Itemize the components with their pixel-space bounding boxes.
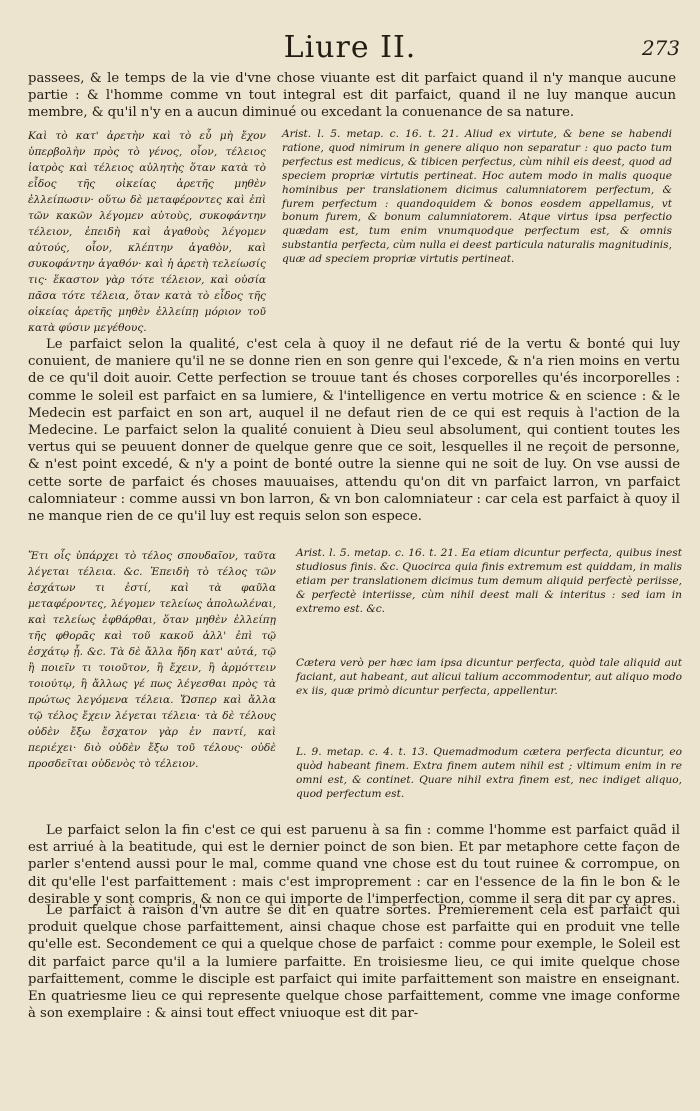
page-header — [0, 30, 700, 70]
paragraph-quality-perfection: Le parfaict selon la qualité, c'est cela à quoy il ne defaut rié de la vertu & bonté qui luy conuient, de maniere qu'il ne se donne rien en son genre qui l'excede, & n'a rien moins en vertu de ce qu'il doit auoir. Cette perfection se trouue tant és choses corporelles qu'és incorporelles : comme le soleil est parfaict en sa lumiere, & l'intelligence en vertu motrice & en science : & le Medecin est parfaict en son art, auquel il ne defaut rien de ce qui est requis à l'action de la Medecine. Le parfaict selon la qualité conuient à Dieu seul absolument, qui contient toutes les vertus qui se peuuent donner de quelque genre que ce soit, lesquelles il ne reçoit de personne, & n'est point excedé, & n'y a point de bonté outre la sienne qui ne soit de luy. On vse aussi de cette sorte de parfaict és choses mauuaises, attendu qu'on dit vn parfaict larron, vn parfaict calomniateur : comme aussi vn bon larron, & vn bon calomniateur : car cela est parfaict à quoy il ne manque rien de ce qu'il luy est requis selon son espece. — [28, 337, 680, 525]
greek-quotation-end: Ἔτι οἷς ὑπάρχει τὸ τέλος σπουδαῖον, ταῦτα λέγεται τέλεια. &c. Ἐπειδὴ τὸ τέλος τῶν ἐσχάτων τι ἐστί, καὶ τὰ φαῦλα μεταφέροντες, λέγομεν τελείως ἀπολωλέναι, καὶ τελείως ἐφθάρθαι, ὅταν μηθὲν ἐλλείπῃ τῆς φθορᾶς καὶ τοῦ κακοῦ ἀλλ' ἐπὶ τῷ ἐσχάτῳ ᾖ. &c. Τὰ δὲ ἄλλα ἤδη κατ' αὐτά, τῷ ἢ ποιεῖν τι τοιοῦτον, ἢ ἔχειν, ἢ ἁρμόττειν τοιούτῳ, ἢ ἄλλως γέ πως λέγεσθαι πρὸς τὰ πρώτως λεγόμενα τέλεια. Ὥσπερ καὶ ἄλλα τῷ τέλος ἔχειν λέγεται τέλεια· τὰ δὲ τέλους οὐδὲν ἔξω ἔσχατον γὰρ ἐν παντί, καὶ περιέχει· διὸ οὐδὲν ἔξω τοῦ τέλους· οὐδὲ προσδεῖται οὐδενὸς τὸ τέλειον. — [28, 550, 276, 770]
page-number: 273 — [641, 36, 680, 60]
latin-note-other-perfect: Cætera verò per hæc iam ipsa dicuntur perfecta, quòd tale aliquid aut faciant, aut habeant, aut alicui talium accommodentur, aut aliquo modo ex iis, quæ primò dicuntur perfecta, appellentur. — [296, 657, 682, 697]
running-title: Liure II. — [283, 30, 417, 65]
latin-note-end: Arist. l. 5. metap. c. 16. t. 21. Ea etiam dicuntur perfecta, quibus inest studiosus finis. &c. Quocirca quia finis extremum est quiddam, in malis etiam per translationem dicimus tum demum aliquid perfectè periisse, & perfectè interiisse, cùm nihil deest mali & interitus : sed iam in extremo est. &c. — [296, 547, 682, 615]
paragraph-integral-perfection: passees, & le temps de la vie d'vne chose viuante est dit parfaict quand il n'y manque aucune partie : & l'homme comme vn tout integral est dit parfaict, quand il ne luy manque aucun membre, & qu'il n'y en a aucun diminué ou excedant la conuenance de sa nature. — [28, 71, 676, 121]
greek-quotation-virtue: Καὶ τὸ κατ' ἀρετὴν καὶ τὸ εὖ μὴ ἔχον ὑπερβολὴν πρὸς τὸ γένος, οἷον, τέλειος ἰατρὸς καὶ τέλειος αὐλητὴς ὅταν κατὰ τὸ εἶδος τῆς οἰκείας ἀρετῆς μηθὲν ἐλλείπωσιν· οὕτω δὲ μεταφέροντες καὶ ἐπὶ τῶν κακῶν λέγομεν αὐτοὺς, συκοφάντην τέλειον, ἐπειδὴ καὶ ἀγαθοὺς λέγομεν αὐτούς, οἷον, κλέπτην ἀγαθὸν, καὶ συκοφάντην ἀγαθόν· καὶ ἡ ἀρετὴ τελείωσίς τις· ἕκαστον γὰρ τότε τέλειον, καὶ οὐσία πᾶσα τότε τέλεια, ὅταν κατὰ τὸ εἶδος τῆς οἰκείας ἀρετῆς μηθὲν ἐλλείπῃ μόριον τοῦ κατὰ φύσιν μεγέθους. — [28, 130, 266, 334]
latin-note-metaphysics-9: L. 9. metap. c. 4. t. 13. Quemadmodum cætera perfecta dicuntur, eo quòd habeant finem. Extra finem autem nihil est ; vltimum enim in re omni est, & continet. Quare nihil extra finem est, nec indiget aliquo, quod perfectum est. — [296, 746, 682, 800]
paragraph-relative-perfection: Le parfaict à raison d'vn autre se dit en quatre sortes. Premierement cela est parfaict qui produit quelque chose parfaittement, ainsi chaque chose est parfaitte qui en produit vne telle qu'elle est. Secondement ce qui a quelque chose de parfaict : comme pour exemple, le Soleil est dit parfaict parce qu'il a la lumiere parfaitte. En troisiesme lieu, ce qui imite quelque chose parfaittement, comme le disciple est parfaict qui imite parfaittement son maistre en enseignant. En quatriesme lieu ce qui represente quelque chose parfaittement, comme vne image conforme à son exemplaire : & ainsi tout effect vniuoque est dit par- — [28, 903, 680, 1022]
paragraph-end-perfection: Le parfaict selon la fin c'est ce qui est paruenu à sa fin : comme l'homme est parfaict quãd il est arriué à la beatitude, qui est le dernier poinct de son bien. Et par metaphore cette façon de parler s'entend aussi pour le mal, comme quand vne chose est du tout ruinee & corrompue, on dit qu'elle l'est parfaittement : mais c'est improprement : car en l'essence de la fin le bon & le desirable y sont compris, & non ce qui importe de l'imperfection, comme il sera dit par cy apres. — [28, 823, 680, 907]
latin-note-virtue: Arist. l. 5. metap. c. 16. t. 21. Aliud ex virtute, & bene se habendi ratione, quod nimirum in genere aliquo non separatur : quo pacto tum perfectus est medicus, & tibicen perfectus, cùm nihil eis deest, quod ad speciem propriæ virtutis pertineat. Hoc autem modo in malis quoque hominibus per translationem dicimus calumniatorem perfectum, & furem perfectum : quandoquidem & bonos eosdem appellamus, vt bonum furem, & bonum calumniatorem. Atque virtus ipsa perfectio quædam est, tum enim vnumquodque perfectum est, & omnis substantia perfecta, cùm nulla ei deest particula naturalis magnitudinis, quæ ad speciem propriæ virtutis pertineat. — [282, 128, 672, 266]
